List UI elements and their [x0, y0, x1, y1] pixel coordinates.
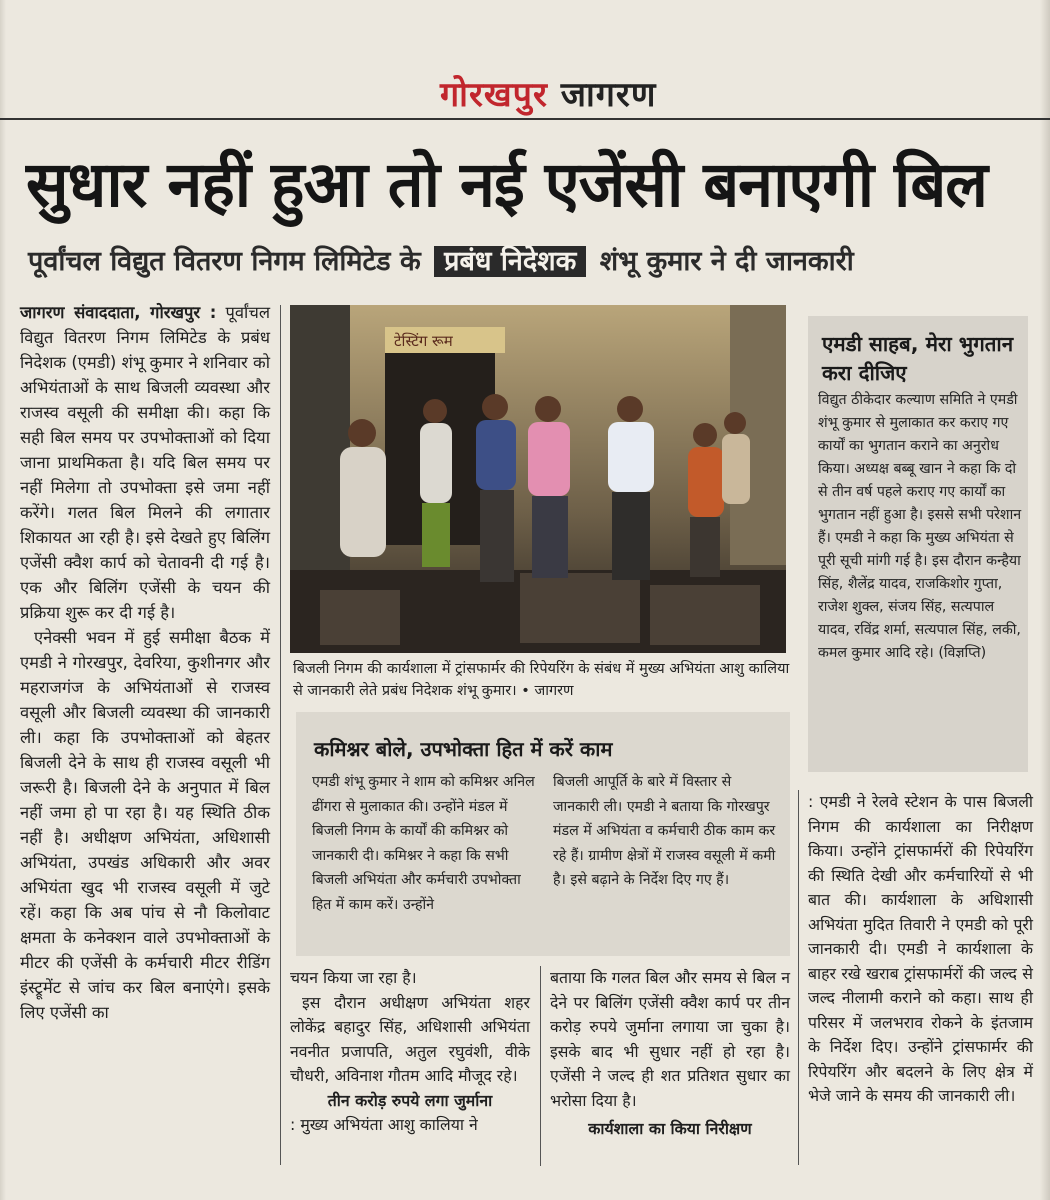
commissioner-title: कमिश्नर बोले, उपभोक्ता हित में करें काम [314, 737, 613, 761]
subheadline-boxed: प्रबंध निदेशक [434, 246, 586, 277]
subheadline-before: पूर्वांचल विद्युत वितरण निगम लिमिटेड के [28, 246, 421, 277]
right-para-1: : एमडी ने रेलवे स्टेशन के पास बिजली निगम की कार्यशाला का निरीक्षण किया। उन्होंने ट्रांसफार्मरों की रिपेयरिंग की स्थिति देखी और कर्मचारियों से भी बात की। कार्यशाला के अधिशासी अभियंता मुदित तिवारी ने एमडी को पूरी जानकारी दी। एमडी ने कार्यशाला के बाहर रखे खराब ट्रांसफार्मरों की जल्द से जल्द नीलामी कराने को कहा। साथ ही परिसर में जलभराव रोकने के इंतजाम के निर्देश दिए। उन्होंने ट्रांसफार्मर की रिपेयरिंग और बदलने के लिए क्षेत्र में भेजे जाने के समय की जानकारी ली। [808, 792, 1033, 1105]
left-column [20, 300, 270, 1025]
headline: सुधार नहीं हुआ तो नई एजेंसी बनाएगी बिल [26, 148, 988, 221]
middle-column-1 [290, 966, 530, 1138]
right-column [808, 790, 1033, 1109]
byline: जागरण संवाददाता, गोरखपुर : [20, 303, 217, 322]
mid1-para-3: : मुख्य अभियंता आशु कालिया ने [290, 1115, 478, 1134]
mid1-subhead: तीन करोड़ रुपये लगा जुर्माना [327, 1090, 493, 1110]
masthead-brand: जागरण [560, 75, 657, 115]
commissioner-col-2: बिजली आपूर्ति के बारे में विस्तार से जानकारी ली। एमडी ने बताया कि गोरखपुर मंडल में अभियंता व कर्मचारी ठीक काम कर रहे हैं। ग्रामीण क्षेत्रों में राजस्व वसूली में कमी है। इसे बढ़ाने के निर्देश दिए गए हैं। [553, 774, 776, 888]
mid1-para-1: चयन किया जा रहा है। [290, 968, 417, 987]
masthead-city: गोरखपुर [440, 75, 548, 115]
middle-column-2 [550, 966, 790, 1142]
left-para-1: पूर्वांचल विद्युत वितरण निगम लिमिटेड के प्रबंध निदेशक (एमडी) शंभू कुमार ने शनिवार को अभियंताओं के साथ बिजली व्यवस्था और राजस्व वसूली की समीक्षा की। कहा कि सही बिल समय पर उपभोक्ताओं को दिया जाना प्राथमिकता है। यदि बिल समय पर नहीं मिलेगा तो उपभोक्ता इसे जमा नहीं करेंगे। गलत बिल मिलने की लगातार शिकायत आ रही है। इसे देखते हुए बिलिंग एजेंसी क्वैश कार्प को चेतावनी दी गई है। एक और बिलिंग एजेंसी के चयन की प्रक्रिया शुरू कर दी गई है। [20, 303, 270, 622]
photo-sign: टेस्टिंग रूम [394, 332, 453, 350]
masthead [440, 70, 656, 116]
column-divider [280, 305, 281, 1165]
subheadline-after: शंभू कुमार ने दी जानकारी [599, 246, 854, 277]
workshop-scene-image [290, 305, 786, 653]
commissioner-col-1: एमडी शंभू कुमार ने शाम को कमिश्नर अनिल ढींगरा से मुलाकात की। उन्होंने मंडल में बिजली निगम के कार्यों की कमिश्नर को जानकारी दी। कमिश्नर ने कहा कि सभी बिजली अभियंता और कर्मचारी उपभोक्ता हित में काम करें। उन्होंने [312, 774, 535, 913]
masthead-rule [0, 118, 1050, 120]
mid-divider [540, 966, 541, 1166]
mid1-para-2: इस दौरान अधीक्षण अभियंता शहर लोकेंद्र बहादुर सिंह, अधिशासी अभियंता नवनीत प्रजापति, अतुल रघुवंशी, वीके चौधरी, अविनाश गौतम आदि मौजूद रहे। [290, 992, 530, 1085]
sidebar-body: विद्युत ठीकेदार कल्याण समिति ने एमडी शंभू कुमार से मुलाकात कर कराए गए कार्यों का भुगतान कराने का अनुरोध किया। अध्यक्ष बब्बू खान ने कहा कि दो से तीन वर्ष पहले कराए गए कार्यों का भुगतान नहीं हुआ है। इससे सभी परेशान हैं। एमडी ने कहा कि मुख्य अभियंता से पूरी सूची मांगी गई है। इस दौरान कन्हैया सिंह, शैलेंद्र यादव, राजकिशोर गुप्ता, राजेश शुक्ल, संजय सिंह, सत्यपाल यादव, रविंद्र शर्मा, सत्यपाल सिंह, लकी, कमल कुमार आदि रहे। (विज्ञप्ति) [818, 392, 1022, 661]
subheadline [28, 243, 1038, 281]
right-divider [798, 790, 799, 1165]
mid2-para-1: बताया कि गलत बिल और समय से बिल न देने पर बिलिंग एजेंसी क्वैश कार्प पर तीन करोड़ रुपये जुर्माना लगाया जा चुका है। इसके बाद भी सुधार नहीं हो रहा है। एजेंसी ने जल्द ही शत प्रतिशत सुधार का भरोसा दिया है। [550, 968, 790, 1110]
mid2-subhead: कार्यशाला का किया निरीक्षण [588, 1119, 752, 1138]
left-para-2: एनेक्सी भवन में हुई समीक्षा बैठक में एमडी ने गोरखपुर, देवरिया, कुशीनगर और महराजगंज के अभियंताओं से राजस्व वसूली और बिजली व्यवस्था की जानकारी ली। कहा कि उपभोक्ताओं को बेहतर बिजली देने के साथ ही राजस्व वसूली भी जरूरी है। बिजली देने के अनुपात में बिल नहीं जमा हो पा रहा है। यह स्थिति ठीक नहीं है। अधीक्षण अभियंता, अधिशासी अभियंता, उपखंड अधिकारी और अवर अभियंता खुद भी राजस्व वसूली में जुटे रहें। कहा कि अब पांच से नौ किलोवाट क्षमता के कनेक्शन वाले उपभोक्ताओं के मीटर की एजेंसी के कर्मचारी मीटर रीडिंग इंस्ट्रूमेंट से जांच कर बिल बनाएंगे। इसके लिए एजेंसी का [20, 628, 270, 1022]
photo-caption: बिजली निगम की कार्यशाला में ट्रांसफार्मर की रिपेयरिंग के संबंध में मुख्य अभियंता आशु कालिया से जानकारी लेते प्रबंध निदेशक शंभू कुमार। • जागरण [293, 661, 790, 699]
sidebar-title: एमडी साहब, मेरा भुगतान करा दीजिए [822, 332, 1014, 385]
news-photo [290, 305, 786, 653]
